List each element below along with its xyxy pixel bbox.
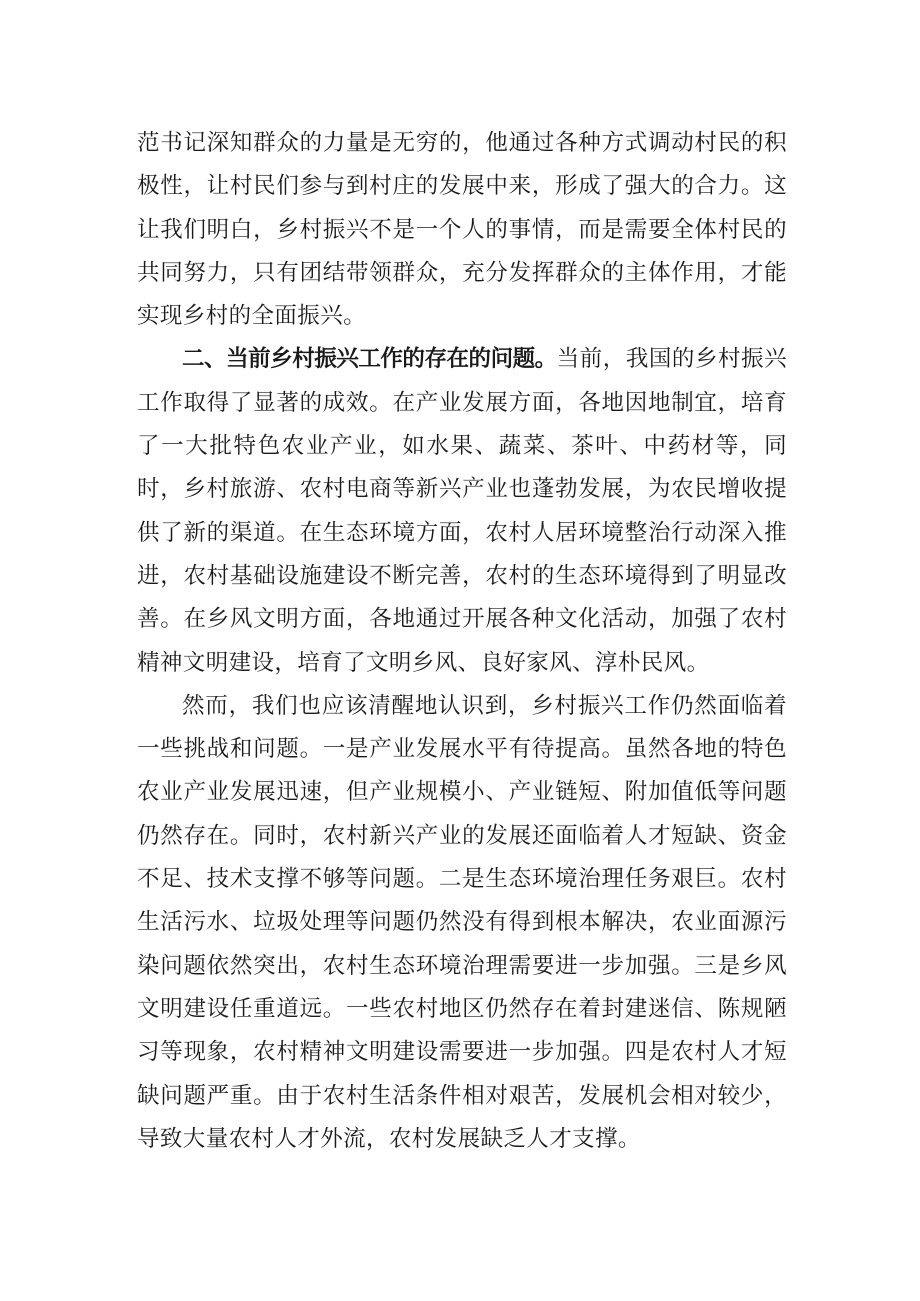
document-body — [137, 122, 787, 1161]
section-heading: 二、当前乡村振兴工作的存在的问题。 — [182, 346, 557, 373]
paragraph-text: 范书记深知群众的力量是无穷的，他通过各种方式调动村民的积极性，让村民们参与到村庄的发展中来，形成了强大的合力。这让我们明白，乡村振兴不是一个人的事情，而是需要全体村民的共同努力，只有团结带领群众，充分发挥群众的主体作用，才能实现乡村的全面振兴。 — [137, 130, 787, 330]
paragraph-section-two — [137, 338, 787, 684]
paragraph-continuation — [137, 122, 787, 338]
paragraph-text: 当前，我国的乡村振兴工作取得了显著的成效。在产业发展方面，各地因地制宜，培育了一大批特色农业产业，如水果、蔬菜、茶叶、中药材等，同时，乡村旅游、农村电商等新兴产业也蓬勃发展，为农民增收提供了新的渠道。在生态环境方面，农村人居环境整治行动深入推进，农村基础设施建设不断完善，农村的生态环境得到了明显改善。在乡风文明方面，各地通过开展各种文化活动，加强了农村精神文明建设，培育了文明乡风、良好家风、淳朴民风。 — [137, 346, 787, 676]
paragraph-challenges — [137, 685, 787, 1161]
paragraph-text: 然而，我们也应该清醒地认识到，乡村振兴工作仍然面临着一些挑战和问题。一是产业发展水平有待提高。虽然各地的特色农业产业发展迅速，但产业规模小、产业链短、附加值低等问题仍然存在。同时，农村新兴产业的发展还面临着人才短缺、资金不足、技术支撑不够等问题。二是生态环境治理任务艰巨。农村生活污水、垃圾处理等问题仍然没有得到根本解决，农业面源污染问题依然突出，农村生态环境治理需要进一步加强。三是乡风文明建设任重道远。一些农村地区仍然存在着封建迷信、陈规陋习等现象，农村精神文明建设需要进一步加强。四是农村人才短缺问题严重。由于农村生活条件相对艰苦，发展机会相对较少，导致大量农村人才外流，农村发展缺乏人才支撑。 — [137, 692, 787, 1152]
